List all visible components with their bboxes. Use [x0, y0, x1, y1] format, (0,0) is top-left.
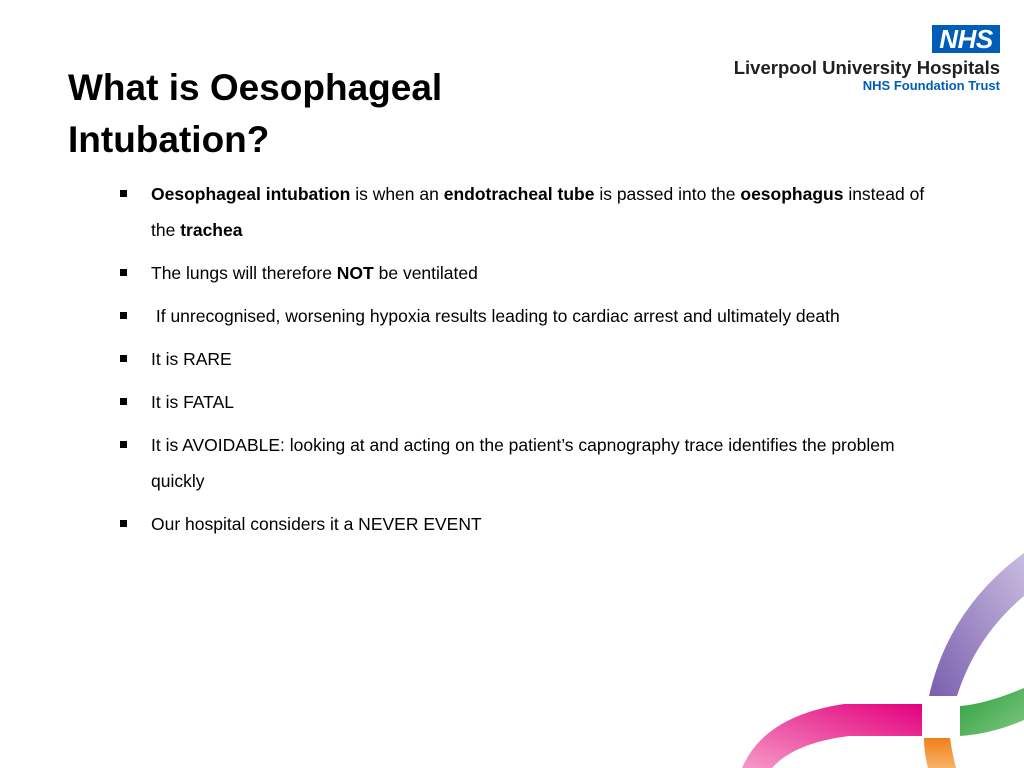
bullet-text: The lungs will therefore	[151, 263, 337, 283]
bullet-text: It is AVOIDABLE: looking at and acting on the patient’s capnography trace identifies the problem quickly	[151, 435, 895, 491]
bullet-square-icon	[120, 312, 127, 319]
green-arc	[960, 688, 1024, 736]
bold-term: endotracheal tube	[443, 184, 595, 204]
trust-subtitle: NHS Foundation Trust	[862, 78, 1000, 93]
bullet-text: is when an	[350, 184, 444, 204]
bullet-square-icon	[120, 355, 127, 362]
decorative-arcs-graphic	[724, 538, 1024, 768]
bullet-list	[120, 176, 950, 549]
bullet-square-icon	[120, 269, 127, 276]
bold-term: Oesophageal intubation	[151, 184, 351, 204]
slide-title-line-1: What is Oesophageal	[68, 67, 443, 108]
bullet-item	[120, 341, 950, 377]
bullet-square-icon	[120, 190, 127, 197]
bullet-item	[120, 255, 950, 291]
trust-name: Liverpool University Hospitals	[733, 57, 1000, 78]
bullet-text: It is RARE	[151, 349, 232, 369]
bullet-text: instead of the	[151, 184, 925, 240]
bullet-text: If unrecognised, worsening hypoxia results leading to cardiac arrest and ultimately death	[151, 306, 840, 326]
bullet-text: It is FATAL	[151, 392, 234, 412]
bullet-text: Our hospital considers it a NEVER EVENT	[151, 514, 482, 534]
slide-title-line-2: Intubation?	[68, 119, 270, 160]
orange-arc	[924, 738, 956, 768]
nhs-badge: NHS	[932, 25, 1000, 53]
bullet-item	[120, 176, 950, 248]
bullet-square-icon	[120, 520, 127, 527]
nhs-trust-logo	[730, 25, 1000, 95]
purple-arc	[929, 553, 1024, 696]
bullet-square-icon	[120, 398, 127, 405]
bold-term: trachea	[180, 220, 243, 240]
bullet-square-icon	[120, 441, 127, 448]
bullet-item	[120, 427, 950, 499]
pink-arc	[742, 704, 922, 768]
bullet-item	[120, 384, 950, 420]
bold-term: oesophagus	[740, 184, 844, 204]
bullet-item	[120, 506, 950, 542]
bold-term: NOT	[336, 263, 374, 283]
bullet-text: be ventilated	[373, 263, 478, 283]
bullet-text: is passed into the	[594, 184, 741, 204]
bullet-item	[120, 298, 950, 334]
slide-title	[68, 62, 548, 166]
